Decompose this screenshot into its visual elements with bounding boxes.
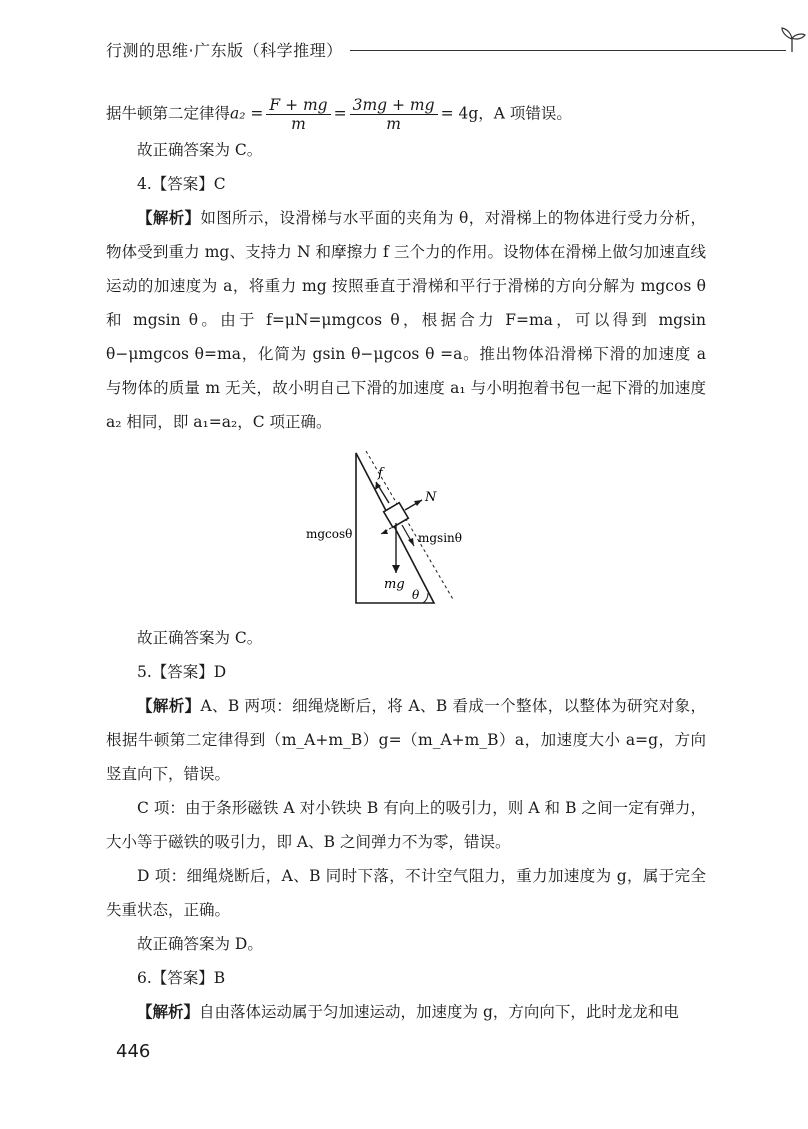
q5-ab-text: A、B 两项：细绳烧断后，将 A、B 看成一个整体，以整体为研究对象，根据牛顿第二定律得到（m_A+m_B）g=（m_A+m_B）a，加速度大小 a=g，方向竖直向下，错误。 (106, 697, 706, 783)
q5-answer: 5.【答案】D (137, 663, 227, 681)
formula-prefix: 据牛顿第二定律得 (106, 104, 231, 123)
q4-answer: 4.【答案】C (137, 175, 226, 193)
running-header (106, 34, 706, 64)
formula-equals: = (333, 104, 347, 123)
label-N: N (425, 490, 437, 505)
fraction-1-numerator: F + mg (266, 96, 330, 115)
q5-conclusion: 故正确答案为 D。 (137, 935, 263, 953)
q6-analysis-label: 【解析】 (137, 1003, 200, 1021)
q5-analysis-ab (106, 689, 706, 791)
q6-analysis (106, 995, 706, 1029)
q4-analysis (106, 201, 706, 439)
label-mgsin: mgsinθ (418, 531, 463, 545)
fraction-1-denominator: m (291, 115, 306, 133)
header-rule (350, 50, 786, 51)
slide-force-diagram (106, 445, 706, 615)
label-theta: θ (412, 588, 420, 602)
fraction-2-numerator: 3mg + mg (350, 96, 438, 115)
q5-analysis-d: D 项：细绳烧断后，A、B 同时下落，不计空气阻力，重力加速度为 g，属于完全失重状态，正确。 (106, 867, 706, 919)
q4-analysis-label: 【解析】 (137, 209, 201, 227)
label-mgcos: mgcosθ (306, 527, 353, 541)
page-body (106, 96, 706, 1029)
formula-fraction-2 (350, 96, 438, 133)
q3-conclusion: 故正确答案为 C。 (137, 141, 263, 159)
formula-result: = 4g，A 项错误。 (440, 104, 572, 123)
q5-analysis-label: 【解析】 (137, 697, 201, 715)
q6-answer: 6.【答案】B (137, 969, 226, 987)
formula-fraction-1 (266, 96, 330, 133)
header-title: 行测的思维·广东版（科学推理） (106, 41, 343, 60)
force-diagram-svg (306, 445, 486, 610)
page-number: 446 (116, 1041, 151, 1062)
formula-lhs: a₂ = (230, 104, 264, 123)
q5-analysis-c: C 项：由于条形磁铁 A 对小铁块 B 有向上的吸引力，则 A 和 B 之间一定有弹力，大小等于磁铁的吸引力，即 A、B 之间弹力不为零，错误。 (106, 799, 706, 851)
q4-conclusion: 故正确答案为 C。 (137, 629, 263, 647)
q6-analysis-text: 自由落体运动属于匀加速运动，加速度为 g，方向向下，此时龙龙和电 (199, 1003, 679, 1021)
sprout-icon (778, 24, 808, 54)
label-f: f (378, 466, 383, 481)
fraction-2-denominator: m (386, 115, 401, 133)
formula-line (106, 96, 706, 133)
q4-analysis-text: 如图所示，设滑梯与水平面的夹角为 θ，对滑梯上的物体进行受力分析，物体受到重力 mg、支持力 N 和摩擦力 f 三个力的作用。设物体在滑梯上做匀加速直线运动的加速度为 a，将重力 mg 按照垂直于滑梯和平行于滑梯的方向分解为 mgcos θ 和 mgsin θ。由于 f=μN=μmgcos θ，根据合力 F=ma，可以得到 mgsin θ−μmgcos θ=ma，化简为 gsin θ−μgcos θ =a。推出物体沿滑梯下滑的加速度 a 与物体的质量 m 无关，故小明自己下滑的加速度 a₁ 与小明抱着书包一起下滑的加速度 a₂ 相同，即 a₁=a₂，C 项正确。 (106, 209, 706, 431)
label-mg: mg (384, 577, 405, 592)
